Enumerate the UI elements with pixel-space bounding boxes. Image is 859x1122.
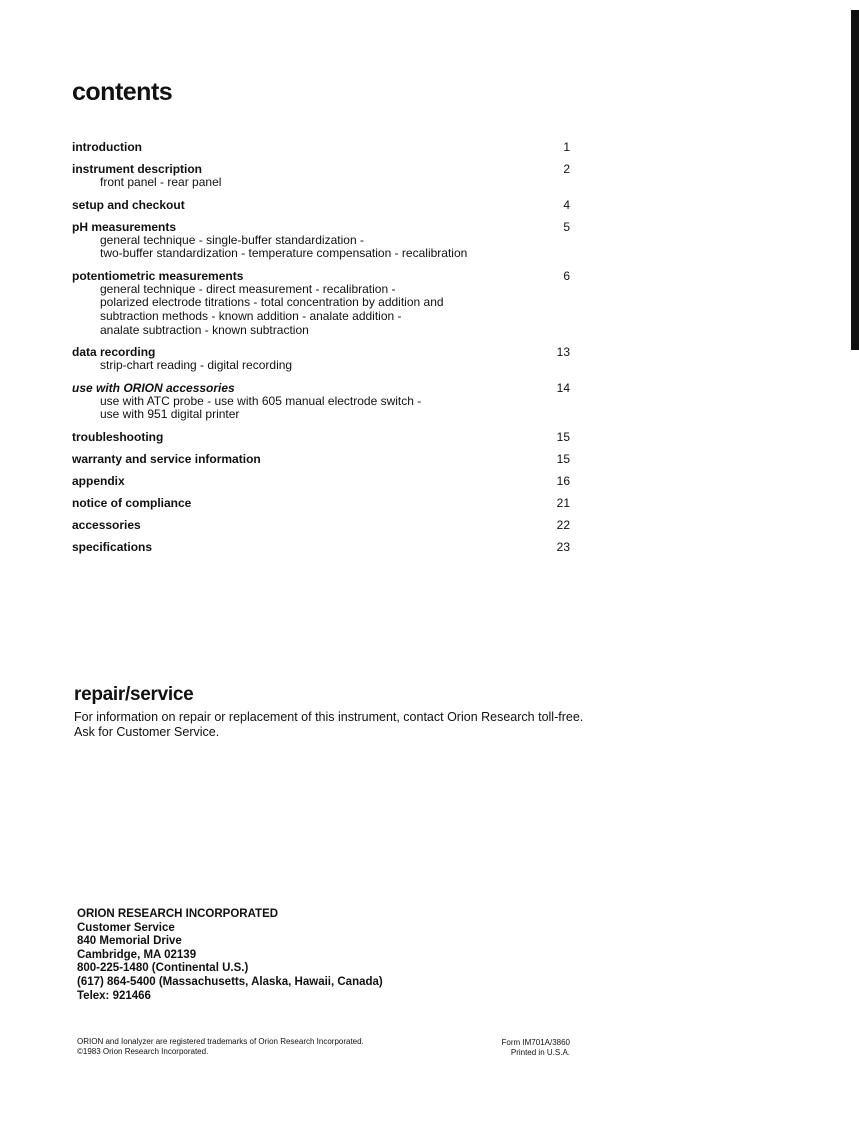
toc-entry-title: accessories (72, 517, 141, 532)
toc-entry-title: introduction (72, 140, 142, 154)
company-name: ORION RESEARCH INCORPORATED (77, 908, 279, 920)
scan-edge-bar (851, 10, 859, 350)
company-city: Cambridge, MA 02139 (77, 948, 197, 961)
company-department: Customer Service (77, 921, 175, 934)
repair-service-heading: repair/service (74, 684, 194, 705)
repair-service-body: For information on repair or replacement of this instrument, contact Orion Research toll-free. Ask for Customer Service. (74, 710, 584, 739)
toc-entry-specifications[interactable] (72, 540, 572, 554)
toc-entry-page: 15 (556, 451, 570, 466)
toc-entry-warranty[interactable] (72, 452, 572, 466)
toc-entry-accessories[interactable] (72, 518, 572, 532)
copyright-notice: ©1983 Orion Research Incorporated. (77, 1047, 209, 1056)
company-street: 840 Memorial Drive (77, 935, 182, 948)
toc-entry-title: data recording (72, 345, 156, 360)
toc-entry-subtopics: general technique - direct measurement - recalibration - (100, 281, 396, 296)
toc-entry-title: specifications (72, 539, 153, 554)
toc-entry-page: 21 (556, 495, 570, 510)
table-of-contents (72, 140, 572, 562)
toc-entry-subtopics: general technique - single-buffer standardization - (100, 232, 364, 247)
repair-service-section (74, 684, 584, 740)
toc-entry-title: troubleshooting (72, 429, 164, 444)
printed-location: Printed in U.S.A. (510, 1048, 570, 1057)
toc-entry-page: 22 (556, 517, 570, 532)
toc-entry-page: 5 (563, 219, 570, 234)
toc-entry-setup-and-checkout[interactable] (72, 198, 572, 212)
toc-entry-subtopics: strip-chart reading - digital recording (100, 358, 293, 373)
toc-entry-page: 2 (563, 162, 570, 176)
toc-entry-page: 1 (563, 140, 570, 154)
toc-entry-title: setup and checkout (72, 197, 185, 212)
toc-entry-title: warranty and service information (72, 451, 261, 466)
toc-entry-page: 6 (563, 268, 570, 283)
toc-entry-instrument-description[interactable] (72, 162, 572, 190)
toc-entry-subtopics: front panel - rear panel (100, 175, 222, 189)
company-phone-continental: 800-225-1480 (Continental U.S.) (77, 962, 249, 975)
company-address-block (77, 908, 383, 1003)
company-telex: Telex: 921466 (77, 989, 151, 1002)
form-number: Form IM701A/3860 (501, 1038, 570, 1047)
toc-entry-potentiometric-measurements[interactable] (72, 269, 572, 337)
toc-entry-page: 4 (563, 197, 570, 212)
toc-entry-notice-of-compliance[interactable] (72, 496, 572, 510)
company-phone-regional: (617) 864-5400 (Massachusetts, Alaska, Hawaii, Canada) (77, 975, 383, 988)
toc-entry-title: notice of compliance (72, 495, 192, 510)
toc-entry-title: potentiometric measurements (72, 268, 244, 283)
trademark-notice: ORION and Ionalyzer are registered trademarks of Orion Research Incorporated. (77, 1037, 364, 1046)
toc-entry-subtopics: polarized electrode titrations - total concentration by addition and (100, 295, 444, 310)
toc-entry-page: 13 (556, 345, 570, 360)
toc-entry-title: instrument description (72, 162, 203, 176)
toc-entry-subtopics: subtraction methods - known addition - analate addition - (100, 308, 402, 323)
toc-entry-troubleshooting[interactable] (72, 430, 572, 444)
toc-entry-orion-accessories[interactable] (72, 381, 572, 422)
toc-entry-page: 23 (556, 539, 570, 554)
toc-entry-subtopics: analate subtraction - known subtraction (100, 322, 309, 337)
toc-entry-subtopics: two-buffer standardization - temperature compensation - recalibration (100, 246, 468, 261)
toc-entry-page: 16 (556, 473, 570, 488)
toc-entry-title: appendix (72, 473, 125, 488)
toc-entry-title: pH measurements (72, 219, 177, 234)
toc-entry-appendix[interactable] (72, 474, 572, 488)
footer-form-info (502, 1038, 570, 1058)
toc-entry-introduction[interactable] (72, 140, 572, 154)
toc-entry-page: 14 (556, 380, 570, 395)
toc-entry-title: use with ORION accessories (72, 380, 235, 395)
toc-entry-subtopics: use with ATC probe - use with 605 manual electrode switch - (100, 393, 422, 408)
toc-entry-data-recording[interactable] (72, 345, 572, 373)
toc-entry-page: 15 (556, 429, 570, 444)
footer-legal (77, 1037, 364, 1057)
toc-entry-ph-measurements[interactable] (72, 220, 572, 261)
toc-entry-subtopics: use with 951 digital printer (100, 407, 240, 422)
page-title: contents (72, 78, 173, 106)
